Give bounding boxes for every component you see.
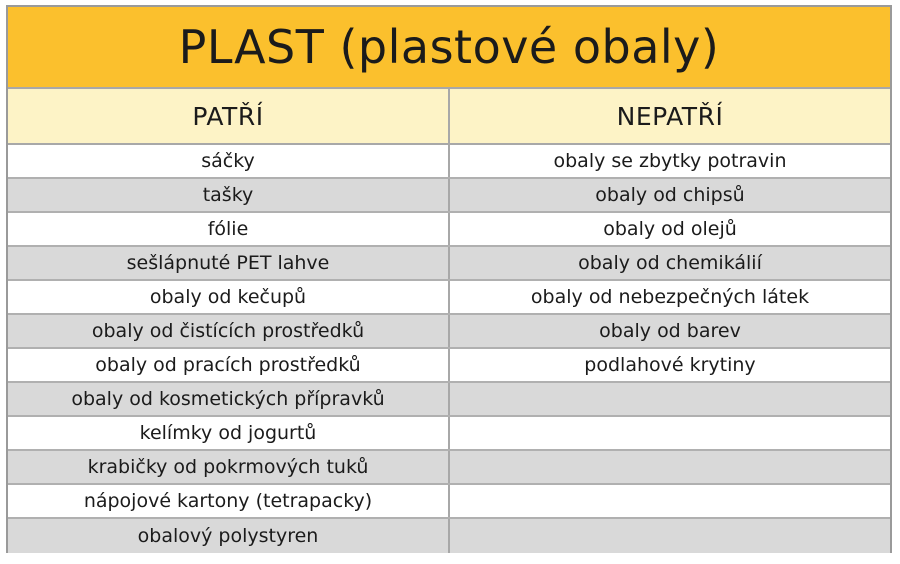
recycling-table xyxy=(6,5,892,553)
table-row xyxy=(8,179,890,213)
cell-does-not-belong xyxy=(450,383,890,415)
table-row xyxy=(8,145,890,179)
cell-belongs: fólie xyxy=(8,213,450,245)
table-row xyxy=(8,451,890,485)
table-row xyxy=(8,315,890,349)
table-row xyxy=(8,519,890,553)
cell-belongs: obaly od kosmetických přípravků xyxy=(8,383,450,415)
cell-belongs: obaly od kečupů xyxy=(8,281,450,313)
cell-does-not-belong xyxy=(450,485,890,517)
cell-does-not-belong xyxy=(450,417,890,449)
table-row xyxy=(8,349,890,383)
table-header-row xyxy=(8,89,890,145)
cell-belongs: kelímky od jogurtů xyxy=(8,417,450,449)
cell-does-not-belong: podlahové krytiny xyxy=(584,354,756,376)
cell-does-not-belong: obaly se zbytky potravin xyxy=(553,150,787,172)
cell-does-not-belong: obaly od barev xyxy=(599,320,741,342)
table-row xyxy=(8,383,890,417)
cell-does-not-belong: obaly od olejů xyxy=(603,218,737,240)
cell-belongs: nápojové kartony (tetrapacky) xyxy=(8,485,450,517)
table-row xyxy=(8,417,890,451)
cell-does-not-belong xyxy=(450,519,890,553)
cell-does-not-belong: obaly od chemikálií xyxy=(578,252,762,274)
table-row xyxy=(8,213,890,247)
cell-belongs: obalový polystyren xyxy=(8,519,450,553)
table-title-bar xyxy=(8,7,890,89)
cell-belongs: tašky xyxy=(8,179,450,211)
column-header-belongs: PATŘÍ xyxy=(8,89,450,143)
table-title: PLAST (plastové obaly) xyxy=(178,20,720,74)
cell-belongs: sáčky xyxy=(8,145,450,177)
table-row xyxy=(8,485,890,519)
table-body xyxy=(8,145,890,553)
cell-does-not-belong: obaly od chipsů xyxy=(595,184,745,206)
cell-belongs: sešlápnuté PET lahve xyxy=(8,247,450,279)
cell-does-not-belong: obaly od nebezpečných látek xyxy=(530,286,810,308)
table-row xyxy=(8,247,890,281)
cell-belongs: obaly od čistících prostředků xyxy=(8,315,450,347)
column-header-does-not-belong: NEPATŘÍ xyxy=(616,101,724,131)
cell-belongs: obaly od pracích prostředků xyxy=(8,349,450,381)
table-row xyxy=(8,281,890,315)
cell-does-not-belong xyxy=(450,451,890,483)
cell-belongs: krabičky od pokrmových tuků xyxy=(8,451,450,483)
